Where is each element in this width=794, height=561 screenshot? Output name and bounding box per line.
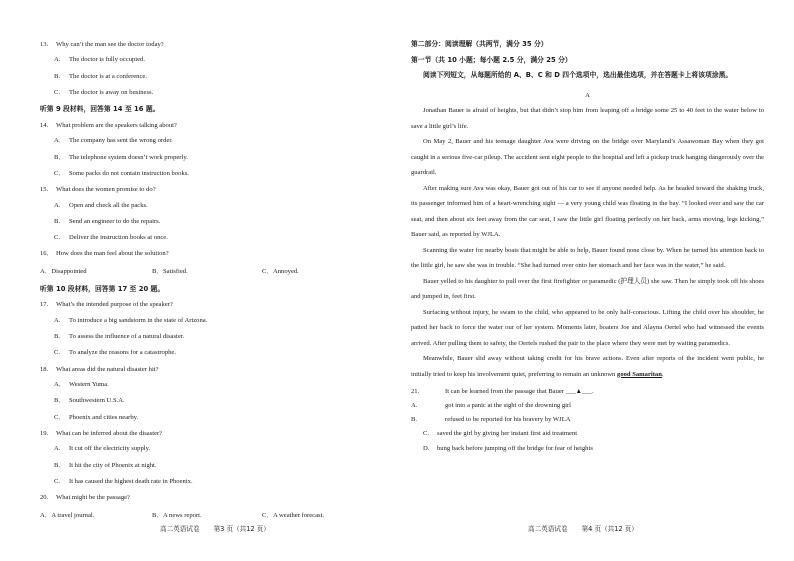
part-heading: 第二部分：阅读理解（共两节，满分 35 分）	[411, 40, 548, 48]
option: C. The doctor is away on business.	[54, 88, 154, 96]
option: A. It cut off the electricity supply.	[54, 445, 151, 453]
exam-name: 高二英语试卷	[528, 525, 568, 533]
question-text: What does the women promise to do?	[56, 186, 156, 194]
option-d: D. hung back before jumping off the bridge for fear of heights	[423, 444, 593, 452]
section-heading-10: 听第 10 段材料，回答第 17 至 20 题。	[40, 284, 165, 293]
question-text: How does the man feel about the solution?	[56, 250, 169, 258]
option-c: C．Annoyed.	[262, 267, 299, 275]
reading-section	[411, 37, 764, 456]
option-b: B．A news report.	[152, 511, 202, 519]
paragraph-last: Meanwhile, Bauer slid away without taking credit for his brave actions. Even after reports of the incident went public, he initially tried to keep his involvement quiet, preferring to remain an unknown good Samaritan.	[411, 355, 764, 378]
paragraph: After making sure Ava was okay, Bauer got out of his car to see if anyone needed help. As he headed toward the shaking truck, its passenger informed him of a heart-wrenching sight — a very young child was floating in the bay. “I looked over and saw the car seat, and then about six feet away from the car seat, I saw the little girl floating perfectly on her back, arms moving, legs kicking,” Bauer said, as reported by WJLA.	[411, 184, 764, 238]
question-number: 16．	[40, 250, 54, 258]
option-b: B. refused to be reported for his bravery by WJLA	[411, 416, 571, 424]
answer-blank: ___▲___	[565, 388, 592, 395]
section-heading-9: 听第 9 段材料，回答第 14 至 16 题。	[40, 105, 160, 114]
question-text: What can be inferred about the disaster?	[56, 429, 163, 437]
page-number: 第3 页（共12 页）	[213, 525, 270, 533]
option-c: C. saved the girl by giving her instant first aid treatment	[423, 430, 578, 438]
question-number: 17.	[40, 301, 49, 309]
page-number: 第4 页（共12 页）	[581, 525, 638, 533]
option-b: B．Satisfied.	[152, 267, 188, 275]
option-a: A．A travel journal.	[40, 511, 95, 519]
option: A. The doctor is fully occupied.	[54, 56, 145, 64]
question-number: 21.	[411, 388, 420, 395]
question-number: 15.	[40, 186, 49, 194]
option: C. To analyze the reasons for a catastrophe.	[54, 349, 177, 357]
question-number: 13.	[40, 41, 49, 48]
option-c: C．A weather forecast.	[262, 511, 325, 519]
section-heading: 第一节（共 10 小题；每小题 2.5 分，满分 25 分）	[411, 56, 572, 64]
question-text: It can be learned from the passage that Bauer	[445, 388, 566, 395]
question-text: What’s the intended purpose of the speaker?	[56, 301, 173, 309]
option-a: A．Disappointed	[40, 267, 87, 275]
option: C． Some packs do not contain instruction books.	[54, 169, 189, 177]
option-row	[40, 506, 780, 525]
paragraph: Scanning the water for nearby boats that might be able to help, Bauer found none close by. When he turned his attention back to the little girl, he saw she was in trouble. “She had turned over onto her stomach and her face was in the water,” he said.	[411, 246, 764, 269]
option-a: A. got into a panic at the sight of the drowning girl	[411, 402, 571, 409]
question-number: 20.	[40, 494, 49, 502]
option: B. The doctor is at a conference.	[54, 72, 147, 80]
option: C. It has caused the highest death rate in Phoenix.	[54, 477, 193, 485]
option: C． Phoenix and cities nearby.	[54, 413, 139, 421]
instruction: 阅读下列短文，从每题所给的 A、B、C 和 D 四个选项中，选出最佳选项，并在答题卡上将该项涂黑。	[423, 71, 733, 79]
paragraph: Surfacing without injury, he swam to the child, who appeared to be only half-conscious. Lifting the child over his shoulder, he patted her back to force the water our of her system. Moments later, boaters Joe and Alayna Oertel who had witnessed the events arrived. After pulling them to safety, the Oertels rushed the pair to the place where they were met by waiting paramedics.	[411, 308, 764, 347]
option: B. Send an engineer to do the repairs.	[54, 217, 161, 225]
option: A. To introduce a big sandstorm in the state of Arizona.	[54, 316, 208, 324]
option: A. Open and check all the packs.	[54, 201, 148, 209]
question-text: What areas did the natural disaster hit?	[56, 365, 159, 373]
option: B. It hit the city of Phoenix at night.	[54, 461, 157, 469]
left-page-footer	[160, 525, 284, 533]
option: B. To assess the influence of a natural disaster.	[54, 333, 185, 341]
question-number: 19.	[40, 429, 49, 437]
option: B． Southwestern U.S.A.	[54, 397, 125, 405]
question-text: What problem are the speakers talking about?	[56, 121, 177, 129]
question-number: 14.	[40, 121, 49, 129]
right-page-footer	[528, 525, 652, 533]
underlined-term: good Samaritan	[617, 370, 662, 378]
option: B． The telephone system doesn’t work properly.	[54, 153, 188, 161]
paragraph: Jonathan Bauer is afraid of heights, but that didn’t stop him from leaping off a bridge some 25 to 40 feet to the water below to save a little girl’s life.	[411, 107, 764, 130]
question-20	[40, 490, 780, 524]
paragraph: On May 2, Bauer and his teenage daughter Ava were driving on the bridge over Maryland’s Assawoman Bay when they got caught in a serious five-car pileup. The accident sent eight people to the hospital and left a pickup truck hanging dangerously over the guardrail.	[411, 138, 764, 176]
question-text: What might be the passage?	[56, 494, 130, 502]
passage-title: A	[585, 92, 590, 99]
question-text: Why can’t the man see the doctor today?	[56, 41, 164, 48]
option: A． The company has sent the wrong order.	[54, 137, 173, 145]
question-21: 21. It can be learned from the passage that Bauer ___▲___.	[411, 385, 764, 399]
exam-name: 高二英语试卷	[160, 525, 200, 533]
question-number: 18.	[40, 365, 49, 373]
paragraph: Bauer yelled to his daughter to pull over the first firefighter or paramedic (护理人员) she saw. Then he simply took off his shoes and jumped in, feet first.	[411, 277, 764, 300]
option: C. Deliver the instruction books at once.	[54, 234, 168, 242]
option: A． Western Yuma.	[54, 381, 109, 389]
